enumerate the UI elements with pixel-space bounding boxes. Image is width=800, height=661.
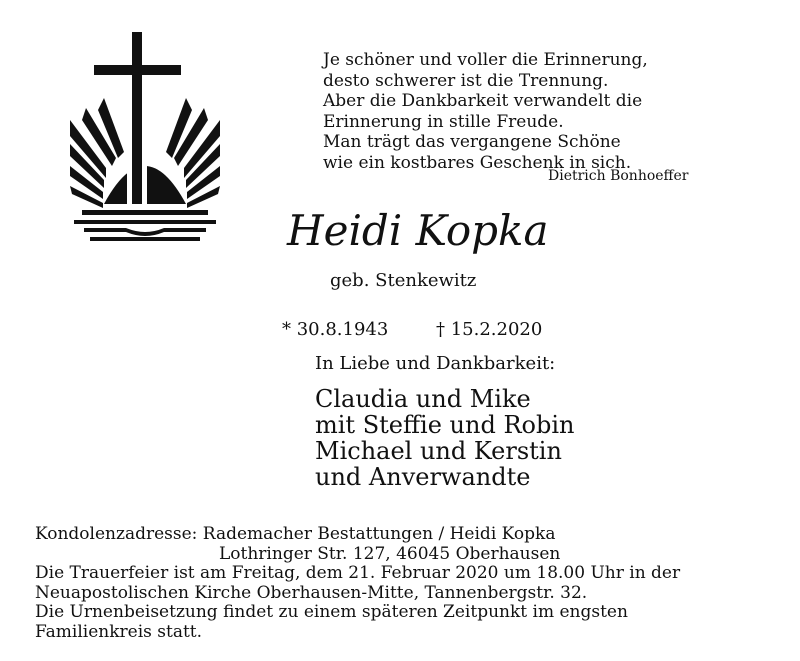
- quote-line: desto schwerer ist die Trennung.: [323, 70, 609, 91]
- quote-author: Dietrich Bonhoeffer: [548, 168, 689, 184]
- ceremony-line: Die Trauerfeier ist am Freitag, dem 21. Februar 2020 um 18.00 Uhr in der: [35, 563, 681, 583]
- quote-line: Aber die Dankbarkeit verwandelt die: [323, 91, 643, 111]
- cross-sunrise-icon: [70, 28, 220, 248]
- death-date: † 15.2.2020: [436, 319, 543, 340]
- ceremony-line: Die Urnenbeisetzung findet zu einem späteren Zeitpunkt im engsten: [35, 602, 628, 622]
- mourner-line: und Anverwandte: [315, 463, 531, 491]
- dedication: In Liebe und Dankbarkeit:: [315, 353, 556, 374]
- maiden-name: geb. Stenkewitz: [330, 270, 477, 291]
- mourners-list: [315, 386, 574, 490]
- water-lines: [74, 210, 216, 241]
- quote-line: Erinnerung in stille Freude.: [323, 111, 564, 132]
- ceremony-line: Neuapostolischen Kirche Oberhausen-Mitte, Tannenbergstr. 32.: [35, 582, 588, 603]
- quote-line: Man trägt das vergangene Schöne: [323, 132, 621, 152]
- birth-date: * 30.8.1943: [282, 319, 389, 340]
- quote: [323, 50, 648, 173]
- mourner-line: mit Steffie und Robin: [315, 411, 575, 439]
- mourner-line: Claudia und Mike: [315, 385, 531, 413]
- footer-info: [35, 525, 680, 642]
- ceremony-line: Familienkreis statt.: [35, 621, 203, 642]
- condolence-address-label: Kondolenzadresse: Rademacher Bestattungen / Heidi Kopka: [35, 524, 556, 544]
- quote-line: Je schöner und voller die Erinnerung,: [323, 50, 648, 70]
- quote-line: wie ein kostbares Geschenk in sich.: [323, 152, 632, 173]
- mourner-line: Michael und Kerstin: [315, 437, 562, 465]
- deceased-name: Heidi Kopka: [287, 206, 549, 255]
- condolence-address: Lothringer Str. 127, 46045 Oberhausen: [219, 543, 561, 564]
